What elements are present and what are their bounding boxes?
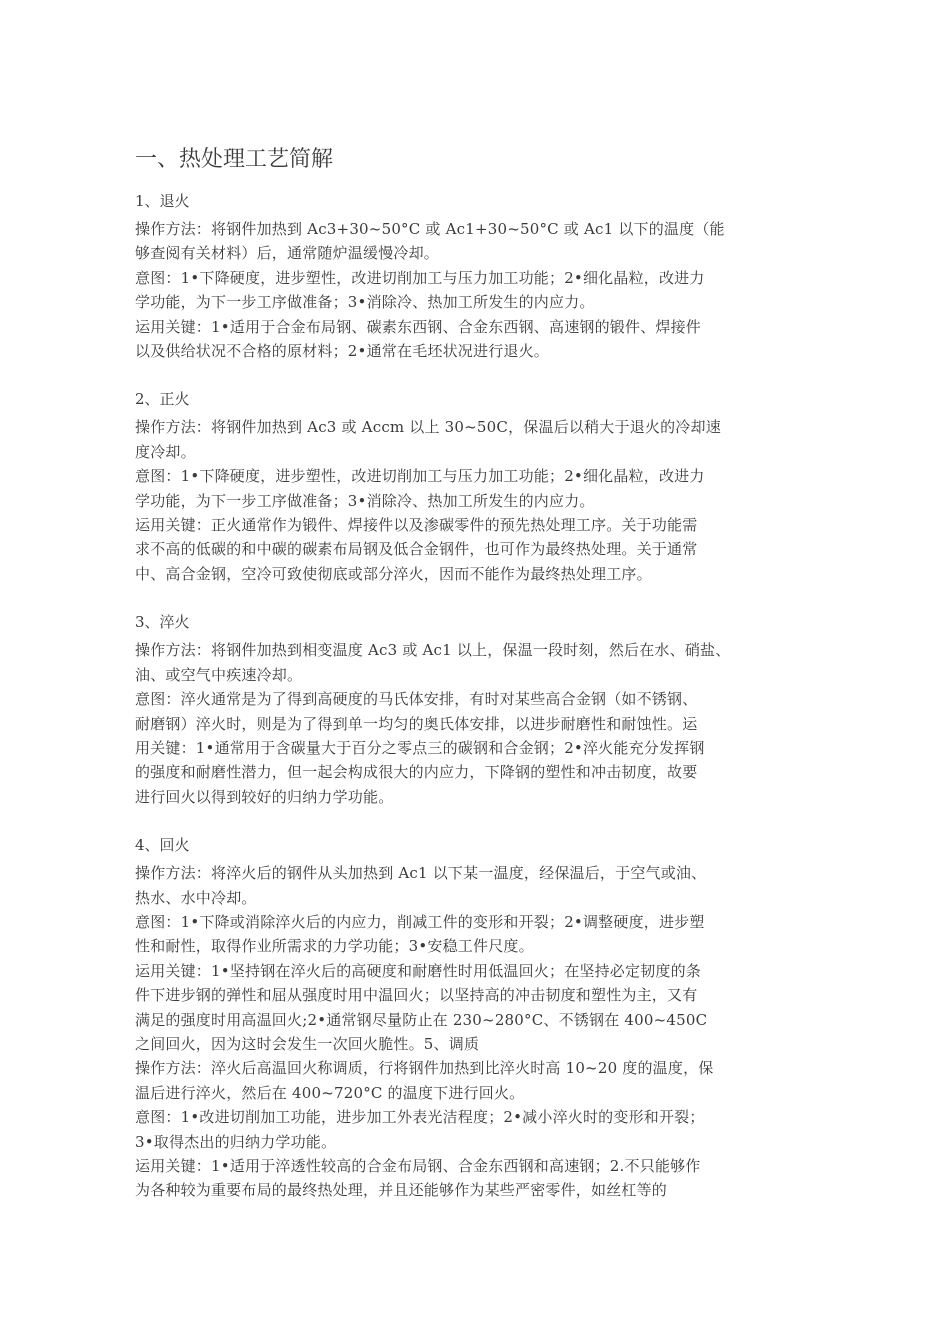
text-line: 意图：1•下降或消除淬火后的内应力，削减工件的变形和开裂；2•调整硬度，进步塑: [135, 912, 705, 931]
text-line: 运用关键：正火通常作为锻件、焊接件以及渗碳零件的预先热处理工序。关于功能需: [135, 516, 698, 535]
section-heading: 2、正火: [135, 390, 190, 409]
text-line: 之间回火，因为这时会发生一次回火脆性。5、调质: [135, 1034, 480, 1053]
section-text: [135, 217, 835, 363]
text-line: 意图：淬火通常是为了得到高硬度的马氏体安排，有时对某些高合金钢（如不锈钢、: [135, 690, 698, 709]
section-text: [135, 638, 835, 809]
text-line: 求不高的低碳的和中碳的碳素布局钢及低合金钢件，也可作为最终热处理。关于通常: [135, 540, 698, 559]
text-line: 意图：1•下降硬度，进步塑性，改进切削加工与压力加工功能；2•细化晶粒，改进力: [135, 467, 705, 486]
section-heading: 1、退火: [135, 192, 190, 210]
section-text: [135, 861, 835, 1203]
text-line: 进行回火以得到较好的归纳力学功能。: [135, 787, 394, 806]
text-line: 热水、水中冷却。: [135, 888, 257, 907]
document-title: 一、热处理工艺简解: [135, 147, 334, 172]
text-line: 运用关键：1•坚持钢在淬火后的高硬度和耐磨性时用低温回火；在坚持必定韧度的条: [135, 961, 701, 980]
text-line: 以及供给状况不合格的原材料；2•通常在毛坯状况进行退火。: [135, 342, 549, 361]
text-line: 度冷却。: [135, 442, 196, 461]
text-line: 操作方法：淬火后高温回火称调质，行将钢件加热到比淬火时高 10~20 度的温度，保: [135, 1059, 714, 1078]
document-body: [135, 143, 835, 1203]
text-line: 运用关键：1•适用于淬透性较高的合金布局钢、合金东西钢和高速钢；2.不只能够作: [135, 1157, 701, 1175]
text-line: 操作方法：将钢件加热到 Ac3+30~50°C 或 Ac1+30~50°C 或 Ac1 以下的温度（能: [135, 220, 725, 238]
section-tempering: [135, 833, 835, 1203]
text-line: 温后进行淬火，然后在 400~720°C 的温度下进行回火。: [135, 1083, 525, 1102]
text-line: 为各种较为重要布局的最终热处理，并且还能够作为某些严密零件，如丝杠等的: [135, 1181, 668, 1200]
text-line: 运用关键：1•适用于合金布局钢、碳素东西钢、合金东西钢、高速钢的锻件、焊接件: [135, 317, 701, 336]
text-line: 耐磨钢）淬火时，则是为了得到单一均匀的奥氏体安排，以进步耐磨性和耐蚀性。运: [135, 714, 698, 733]
text-line: 中、高合金钢，空冷可致使彻底或部分淬火，因而不能作为最终热处理工序。: [135, 564, 652, 583]
section-annealing: [135, 189, 835, 363]
section-heading: 4、回火: [135, 836, 190, 855]
text-line: 操作方法：将淬火后的钢件从头加热到 Ac1 以下某一温度，经保温后，于空气或油、: [135, 864, 707, 883]
text-line: 满足的强度时用高温回火;2•通常钢尽量防止在 230~280°C、不锈钢在 400~450C: [135, 1010, 708, 1029]
section-heading: 3、淬火: [135, 613, 190, 632]
text-line: 用关键：1•通常用于含碳量大于百分之零点三的碳钢和合金钢；2•淬火能充分发挥钢: [135, 738, 705, 757]
text-line: 学功能，为下一步工序做准备；3•消除冷、热加工所发生的内应力。: [135, 491, 595, 510]
text-line: 够查阅有关材料）后，通常随炉温缓慢冷却。: [135, 244, 440, 263]
text-line: 性和耐性，取得作业所需求的力学功能；3•安稳工件尺度。: [135, 937, 534, 956]
text-line: 意图：1•下降硬度，进步塑性，改进切削加工与压力加工功能；2•细化晶粒，改进力: [135, 268, 705, 287]
text-line: 的强度和耐磨性潜力，但一起会构成很大的内应力，下降钢的塑性和冲击韧度，故要: [135, 763, 698, 782]
text-line: 操作方法：将钢件加热到 Ac3 或 Accm 以上 30~50C，保温后以稍大于退火的冷却速: [135, 418, 721, 437]
section-text: [135, 415, 835, 586]
text-line: 3•取得杰出的归纳力学功能。: [135, 1132, 337, 1151]
text-line: 操作方法：将钢件加热到相变温度 Ac3 或 Ac1 以上，保温一段时刻，然后在水、硝盐、: [135, 641, 731, 660]
section-quenching: [135, 610, 835, 809]
section-normalizing: [135, 387, 835, 586]
text-line: 油、或空气中疾速冷却。: [135, 665, 303, 684]
text-line: 学功能，为下一步工序做准备；3•消除冷、热加工所发生的内应力。: [135, 293, 595, 312]
text-line: 意图：1•改进切削加工功能，进步加工外表光洁程度；2•减小淬火时的变形和开裂；: [135, 1108, 705, 1127]
text-line: 件下进步钢的弹性和屈从强度时用中温回火；以坚持高的冲击韧度和塑性为主，又有: [135, 986, 698, 1005]
